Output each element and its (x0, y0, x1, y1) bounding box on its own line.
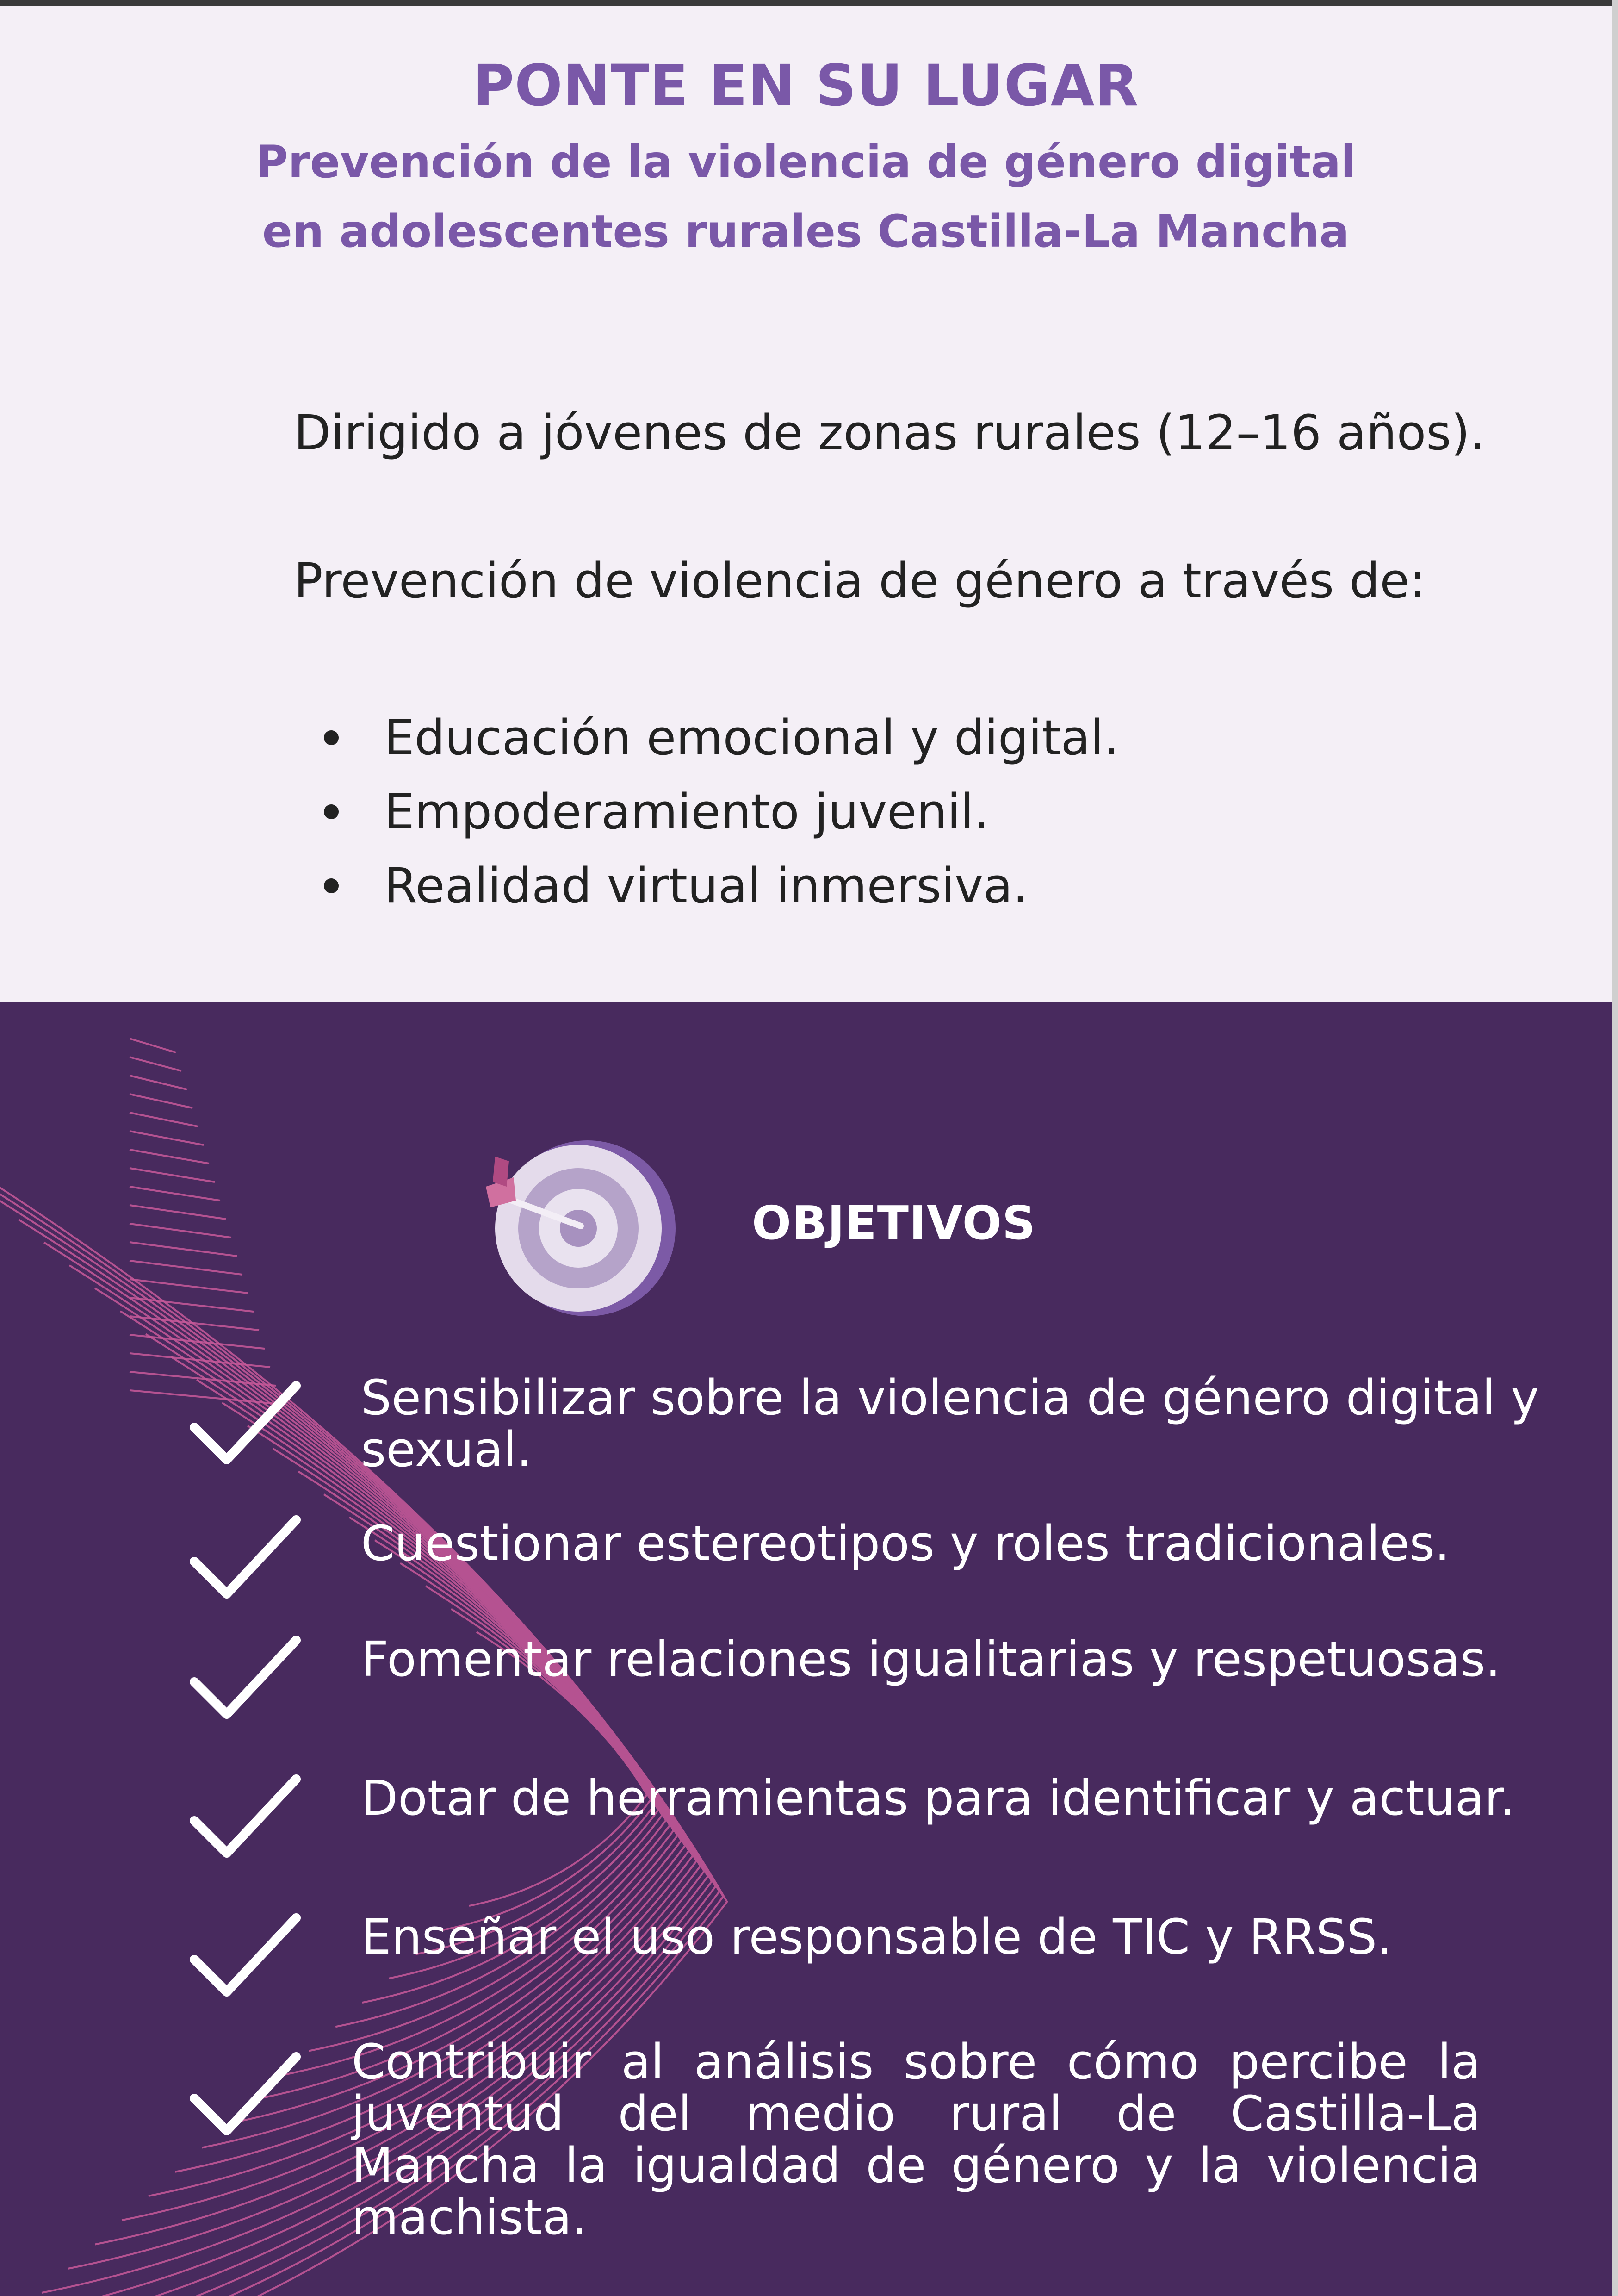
list-item-text: Realidad virtual inmersiva. (384, 858, 1028, 914)
decorative-stroke (130, 1335, 265, 1349)
check-icon (190, 1515, 301, 1603)
decorative-stroke (130, 1279, 248, 1293)
bullet-icon (324, 730, 339, 745)
scan-edge (0, 0, 1618, 6)
objective-text: Fomentar relaciones igualitarias y respetuosas. (361, 1631, 1501, 1687)
lead-text: Prevención de violencia de género a través de: (294, 553, 1426, 609)
decorative-stroke (130, 1039, 176, 1052)
methods-list (324, 701, 1119, 923)
check-icon (190, 1636, 301, 1724)
decorative-stroke (130, 1261, 242, 1275)
subtitle-line-1: Prevención de la violencia de género digital (255, 136, 1356, 188)
bullet-icon (324, 878, 339, 893)
page-title: PONTE EN SU LUGAR (472, 53, 1139, 118)
decorative-stroke (130, 1205, 226, 1219)
decorative-stroke (130, 1094, 192, 1108)
list-item (324, 849, 1119, 923)
bullet-icon (324, 804, 339, 819)
decorative-stroke (130, 1113, 198, 1126)
check-icon (190, 2052, 301, 2140)
list-item (324, 701, 1119, 775)
decorative-stroke (130, 1076, 187, 1089)
decorative-stroke (130, 1131, 204, 1145)
decorative-stroke (130, 1242, 237, 1256)
list-item-text: Educación emocional y digital. (384, 709, 1119, 766)
objectives-section (0, 1002, 1612, 2296)
decorative-stroke (130, 1150, 209, 1164)
objective-text: Dotar de herramientas para identificar y actuar. (361, 1770, 1515, 1826)
subtitle-line-2: en adolescentes rurales Castilla-La Mancha (262, 205, 1350, 257)
objectives-heading: OBJETIVOS (752, 1196, 1036, 1250)
decorative-stroke (130, 1224, 231, 1238)
check-icon (190, 1774, 301, 1862)
objective-text: Cuestionar estereotipos y roles tradicionales. (361, 1515, 1450, 1572)
check-icon (190, 1913, 301, 2001)
objective-text: Enseñar el uso responsable de TIC y RRSS. (361, 1909, 1393, 1965)
objective-text: Sensibilizar sobre la violencia de género digital y sexual. (361, 1369, 1539, 1478)
decorative-stroke (130, 1168, 215, 1182)
list-item (324, 775, 1119, 849)
list-item-text: Empoderamiento juvenil. (384, 784, 989, 840)
decorative-stroke (130, 1353, 270, 1367)
target-with-dart-icon (472, 1131, 689, 1321)
objective-text: Contribuir al análisis sobre cómo percibe la juventud del medio rural de Castilla-La Mancha la igualdad de género y la violencia machista. (352, 2034, 1481, 2246)
decorative-stroke (130, 1187, 220, 1201)
intro-section (0, 6, 1612, 1002)
scan-edge (1612, 0, 1618, 2296)
check-icon (190, 1381, 301, 1469)
audience-text: Dirigido a jóvenes de zonas rurales (12–16 años). (294, 404, 1486, 461)
decorative-stroke (130, 1057, 181, 1071)
